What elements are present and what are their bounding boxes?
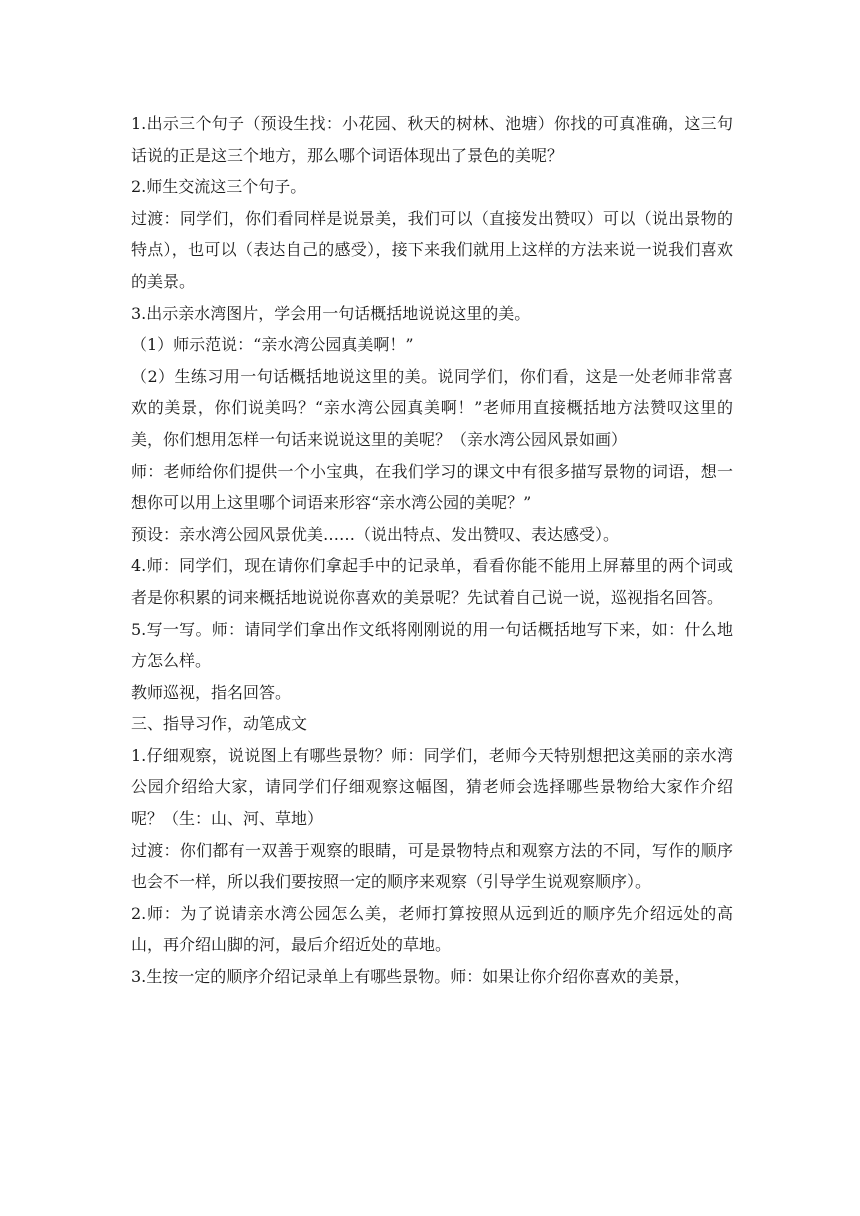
document-body	[131, 108, 733, 993]
paragraph-16: 3.生按一定的顺序介绍记录单上有哪些景物。师：如果让你介绍你喜欢的美景，	[131, 967, 691, 987]
paragraph-7: 师：老师给你们提供一个小宝典，在我们学习的课文中有很多描写景物的词语，想一想你可以用上这里哪个词语来形容“亲水湾公园的美呢？”	[131, 461, 733, 513]
paragraph-6: （2）生练习用一句话概括地说这里的美。说同学们，你们看，这是一处老师非常喜欢的美景，你们说美吗？“亲水湾公园真美啊！”老师用直接概括地方法赞叹这里的美，你们想用怎样一句话来说说这里的美呢？（亲水湾公园风景如画）	[131, 366, 733, 449]
paragraph-3: 过渡：同学们，你们看同样是说景美，我们可以（直接发出赞叹）可以（说出景物的特点），也可以（表达自己的感受），接下来我们就用上这样的方法来说一说我们喜欢的美景。	[131, 208, 733, 291]
paragraph-15: 2.师：为了说请亲水湾公园怎么美，老师打算按照从远到近的顺序先介绍远处的高山，再介绍山脚的河，最后介绍近处的草地。	[131, 903, 733, 955]
paragraph-5: （1）师示范说：“亲水湾公园真美啊！”	[131, 335, 414, 355]
paragraph-2: 2.师生交流这三个句子。	[131, 177, 307, 197]
paragraph-1: 1.出示三个句子（预设生找：小花园、秋天的树林、池塘）你找的可真准确，这三句话说的正是这三个地方，那么哪个词语体现出了景色的美呢？	[131, 114, 733, 165]
paragraph-10: 5.写一写。师：请同学们拿出作文纸将刚刚说的用一句话概括地写下来，如：什么地方怎么样。	[131, 619, 733, 671]
paragraph-14: 过渡：你们都有一双善于观察的眼睛，可是景物特点和观察方法的不同，写作的顺序也会不一样，所以我们要按照一定的顺序来观察（引导学生说观察顺序）。	[131, 840, 733, 892]
paragraph-4: 3.出示亲水湾图片，学会用一句话概括地说说这里的美。	[131, 303, 531, 323]
section-heading: 三、指导习作，动笔成文	[131, 714, 308, 734]
paragraph-11: 教师巡视，指名回答。	[131, 682, 292, 702]
paragraph-13: 1.仔细观察，说说图上有哪些景物？师：同学们，老师今天特别想把这美丽的亲水湾公园介绍给大家，请同学们仔细观察这幅图，猜老师会选择哪些景物给大家作介绍呢？（生：山、河、草地）	[131, 745, 733, 829]
paragraph-8: 预设：亲水湾公园风景优美……（说出特点、发出赞叹、表达感受）。	[131, 524, 620, 544]
paragraph-9: 4.师：同学们，现在请你们拿起手中的记录单，看看你能不能用上屏幕里的两个词或者是你积累的词来概括地说说你喜欢的美景呢？先试着自己说一说，巡视指名回答。	[131, 556, 733, 607]
